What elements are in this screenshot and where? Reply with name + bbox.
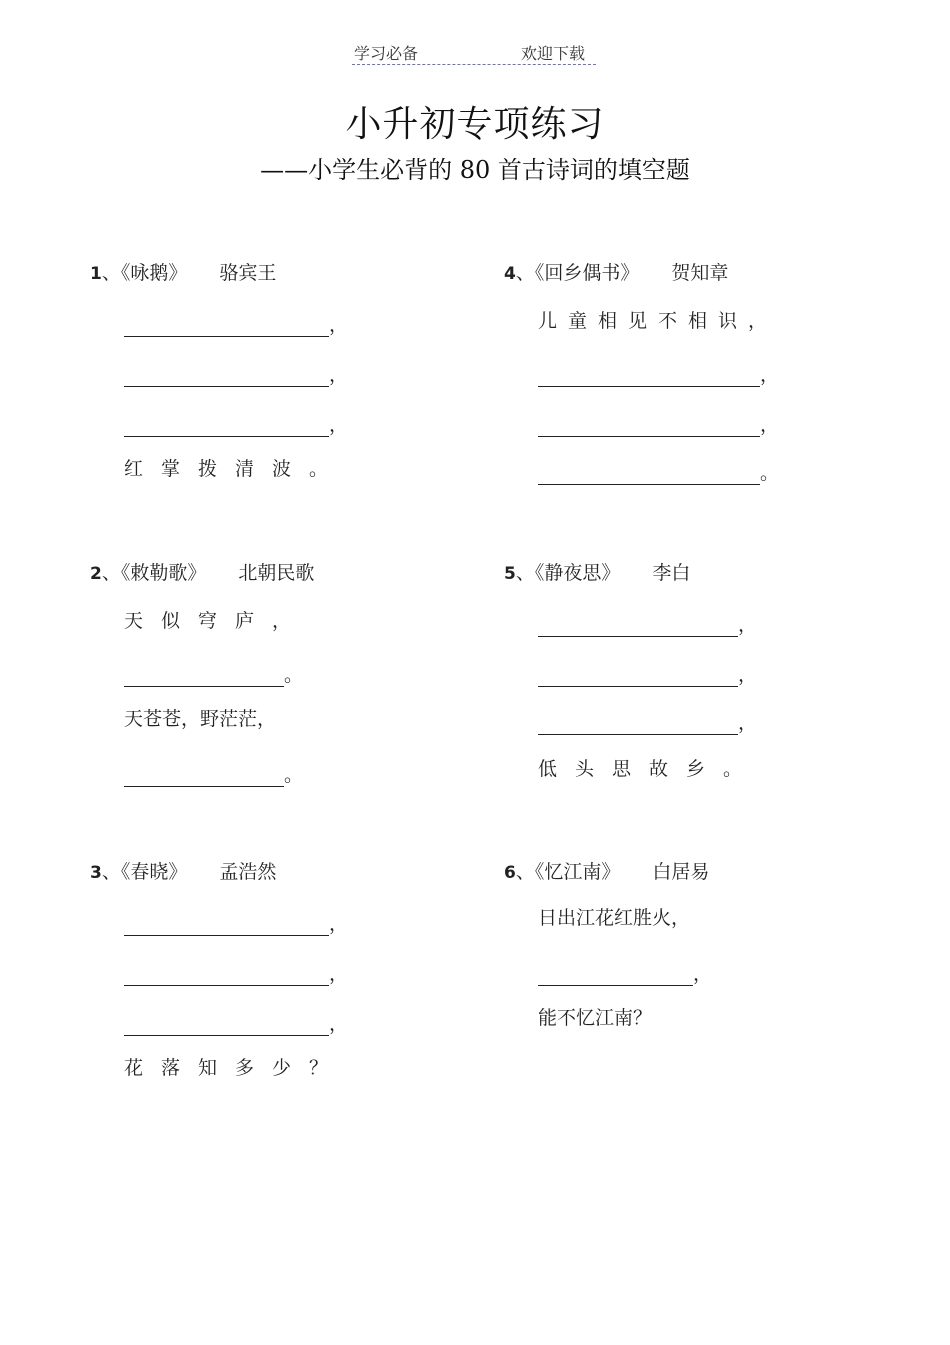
poem-text-line: 日出江花红胜火， [538, 907, 691, 929]
header-right-text: 欢迎下载 [521, 44, 586, 63]
poem-text-line: 儿童相见不相识， [538, 310, 779, 332]
poem-heading [90, 857, 276, 884]
fill-blank-line[interactable] [538, 610, 757, 637]
blank-underline[interactable] [538, 714, 738, 735]
blank-underline[interactable] [538, 366, 760, 387]
poem-author: 李白 [652, 562, 691, 584]
page-title: 小升初专项练习 [345, 104, 605, 145]
poem-author: 贺知章 [671, 262, 729, 284]
fill-blank-line[interactable] [124, 959, 348, 986]
fill-blank-line[interactable] [124, 909, 348, 936]
poem-title: 《忆江南》 [534, 861, 621, 883]
poem-text-line: 天似穹庐， [124, 610, 310, 632]
line-punctuation: ， [738, 614, 758, 636]
poem-author: 北朝民歌 [238, 562, 315, 584]
blank-underline[interactable] [124, 366, 329, 387]
poem-text-line: 低头思故乡。 [538, 758, 761, 780]
poem-separator: 、 [101, 262, 121, 284]
poem-separator: 、 [515, 562, 535, 584]
poem-heading [504, 258, 728, 285]
blank-underline[interactable] [538, 616, 738, 637]
blank-underline[interactable] [124, 915, 329, 936]
poem-separator: 、 [515, 861, 535, 883]
header-left-text: 学习必备 [354, 44, 419, 63]
fill-blank-line[interactable] [124, 660, 303, 687]
fill-blank-line[interactable] [538, 360, 779, 387]
poem-heading [504, 857, 709, 884]
poem-author: 孟浩然 [219, 861, 277, 883]
line-punctuation: ， [329, 314, 349, 336]
poem-title: 《咏鹅》 [120, 262, 188, 284]
line-punctuation: ， [760, 364, 780, 386]
poem-number: 3 [90, 863, 102, 883]
fill-blank-line[interactable] [124, 310, 348, 337]
line-punctuation: ， [738, 664, 758, 686]
line-punctuation: 。 [284, 664, 304, 686]
poem-text-line: 能不忆江南？ [538, 1007, 653, 1029]
line-punctuation: ， [738, 712, 758, 734]
poem-author: 骆宾王 [219, 262, 277, 284]
blank-underline[interactable] [538, 965, 693, 986]
line-punctuation: ， [693, 963, 713, 985]
line-punctuation: ， [329, 364, 349, 386]
line-punctuation: ， [329, 913, 349, 935]
poem-heading [90, 558, 314, 585]
poem-number: 2 [90, 564, 102, 584]
blank-underline[interactable] [124, 766, 284, 787]
blank-underline[interactable] [538, 666, 738, 687]
poem-separator: 、 [101, 562, 121, 584]
blank-underline[interactable] [124, 1015, 329, 1036]
blank-underline[interactable] [124, 965, 329, 986]
poem-author: 白居易 [652, 861, 710, 883]
line-punctuation: ， [329, 963, 349, 985]
poem-text-line: 红掌拨清波。 [124, 458, 347, 480]
page-header [352, 40, 596, 65]
poem-number: 1 [90, 264, 102, 284]
blank-underline[interactable] [538, 416, 760, 437]
line-punctuation: ， [329, 1013, 349, 1035]
poem-title: 《静夜思》 [534, 562, 621, 584]
fill-blank-line[interactable] [538, 660, 757, 687]
fill-blank-line[interactable] [538, 410, 779, 437]
poem-number: 6 [504, 863, 516, 883]
poem-title: 《春晓》 [120, 861, 188, 883]
blank-underline[interactable] [124, 416, 329, 437]
blank-underline[interactable] [124, 666, 284, 687]
fill-blank-line[interactable] [124, 410, 348, 437]
poem-text-line: 花落知多少？ [124, 1057, 347, 1079]
line-punctuation: 。 [760, 462, 780, 484]
fill-blank-line[interactable] [538, 708, 757, 735]
poem-heading [504, 558, 690, 585]
blank-underline[interactable] [538, 464, 760, 485]
page-subtitle: ——小学生必背的 80 首古诗词的填空题 [260, 156, 690, 184]
fill-blank-line[interactable] [538, 458, 779, 485]
fill-blank-line[interactable] [124, 360, 348, 387]
poem-title: 《敕勒歌》 [120, 562, 207, 584]
fill-blank-line[interactable] [124, 1009, 348, 1036]
poem-number: 4 [504, 264, 516, 284]
fill-blank-line[interactable] [124, 760, 303, 787]
line-punctuation: ， [329, 414, 349, 436]
poem-title: 《回乡偶书》 [534, 262, 640, 284]
poem-heading [90, 258, 276, 285]
blank-underline[interactable] [124, 316, 329, 337]
poem-separator: 、 [515, 262, 535, 284]
poem-number: 5 [504, 564, 516, 584]
poem-text-line: 天苍苍，野茫茫， [124, 708, 277, 730]
line-punctuation: 。 [284, 764, 304, 786]
line-punctuation: ， [760, 414, 780, 436]
fill-blank-line[interactable] [538, 959, 712, 986]
poem-separator: 、 [101, 861, 121, 883]
